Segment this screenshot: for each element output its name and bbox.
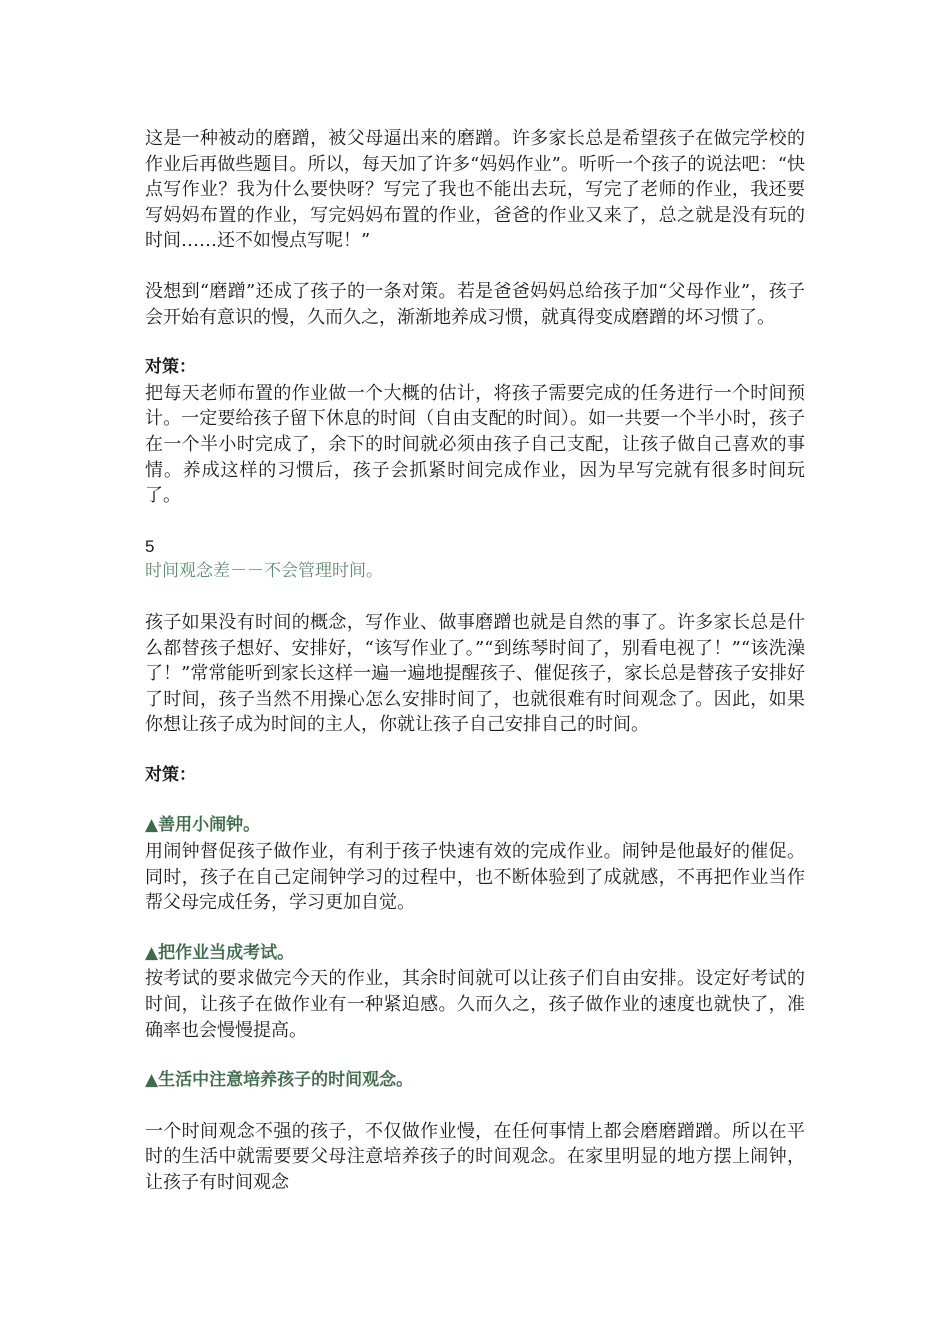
paragraph-dawdling-strategy: 没想到“磨蹭”还成了孩子的一条对策。若是爸爸妈妈总给孩子加“父母作业”，孩子会开始有意识的慢，久而久之，渐渐地养成习惯，就真得变成磨蹭的坏习惯了。 bbox=[145, 280, 805, 328]
tip-title-alarm-clock: ▲善用小闹钟。 bbox=[145, 815, 261, 836]
paragraph-passive-dawdling: 这是一种被动的磨蹭，被父母逼出来的磨蹭。许多家长总是希望孩子在做完学校的作业后再做些题目。所以，每天加了许多“妈妈作业”。听听一个孩子的说法吧：“快点写作业？我为什么要快呀？写完了我也不能出去玩，写完了老师的作业，我还要写妈妈布置的作业，写完妈妈布置的作业，爸爸的作业又来了，总之就是没有玩的时间……还不如慢点写呢！” bbox=[145, 128, 805, 252]
tip-title-daily-time-concept: ▲生活中注意培养孩子的时间观念。 bbox=[145, 1070, 414, 1091]
tip-body-homework-as-exam: 按考试的要求做完今天的作业，其余时间就可以让孩子们自由安排。设定好考试的时间，让孩子在做作业有一种紧迫感。久而久之，孩子做作业的速度也就快了，准确率也会慢慢提高。 bbox=[145, 968, 805, 1041]
tip-title-homework-as-exam: ▲把作业当成考试。 bbox=[145, 942, 295, 963]
paragraph-time-concept: 孩子如果没有时间的概念，写作业、做事磨蹭也就是自然的事了。许多家长总是什么都替孩子想好、安排好，“该写作业了。”“到练琴时间了，别看电视了！”“该洗澡了！”常常能听到家长这样一遍一遍地提醒孩子、催促孩子，家长总是替孩子安排好了时间，孩子当然不用操心怎么安排时间了，也就很难有时间观念了。因此，如果你想让孩子成为时间的主人，你就让孩子自己安排自己的时间。 bbox=[145, 611, 805, 736]
tip-body-alarm-clock: 用闹钟督促孩子做作业，有利于孩子快速有效的完成作业。闹钟是他最好的催促。同时，孩子在自己定闹钟学习的过程中，也不断体验到了成就感，不再把作业当作帮父母完成任务，学习更加自觉。 bbox=[145, 841, 805, 914]
tip-body-daily-time-concept: 一个时间观念不强的孩子，不仅做作业慢，在任何事情上都会磨磨蹭蹭。所以在平时的生活中就需要要父母注意培养孩子的时间观念。在家里明显的地方摆上闹钟，让孩子有时间观念 bbox=[145, 1120, 805, 1193]
section-number: 5 bbox=[145, 536, 155, 556]
strategy-heading-1: 对策： bbox=[145, 357, 196, 378]
section-title: 时间观念差－－不会管理时间。 bbox=[145, 561, 383, 582]
strategy-heading-2: 对策： bbox=[145, 764, 196, 785]
strategy-body-1: 把每天老师布置的作业做一个大概的估计，将孩子需要完成的任务进行一个时间预计。一定要给孩子留下休息的时间（自由支配的时间）。如一共要一个半小时，孩子在一个半小时完成了，余下的时间就必须由孩子自己支配，让孩子做自己喜欢的事情。养成这样的习惯后，孩子会抓紧时间完成作业，因为早写完就有很多时间玩了。 bbox=[145, 382, 805, 507]
